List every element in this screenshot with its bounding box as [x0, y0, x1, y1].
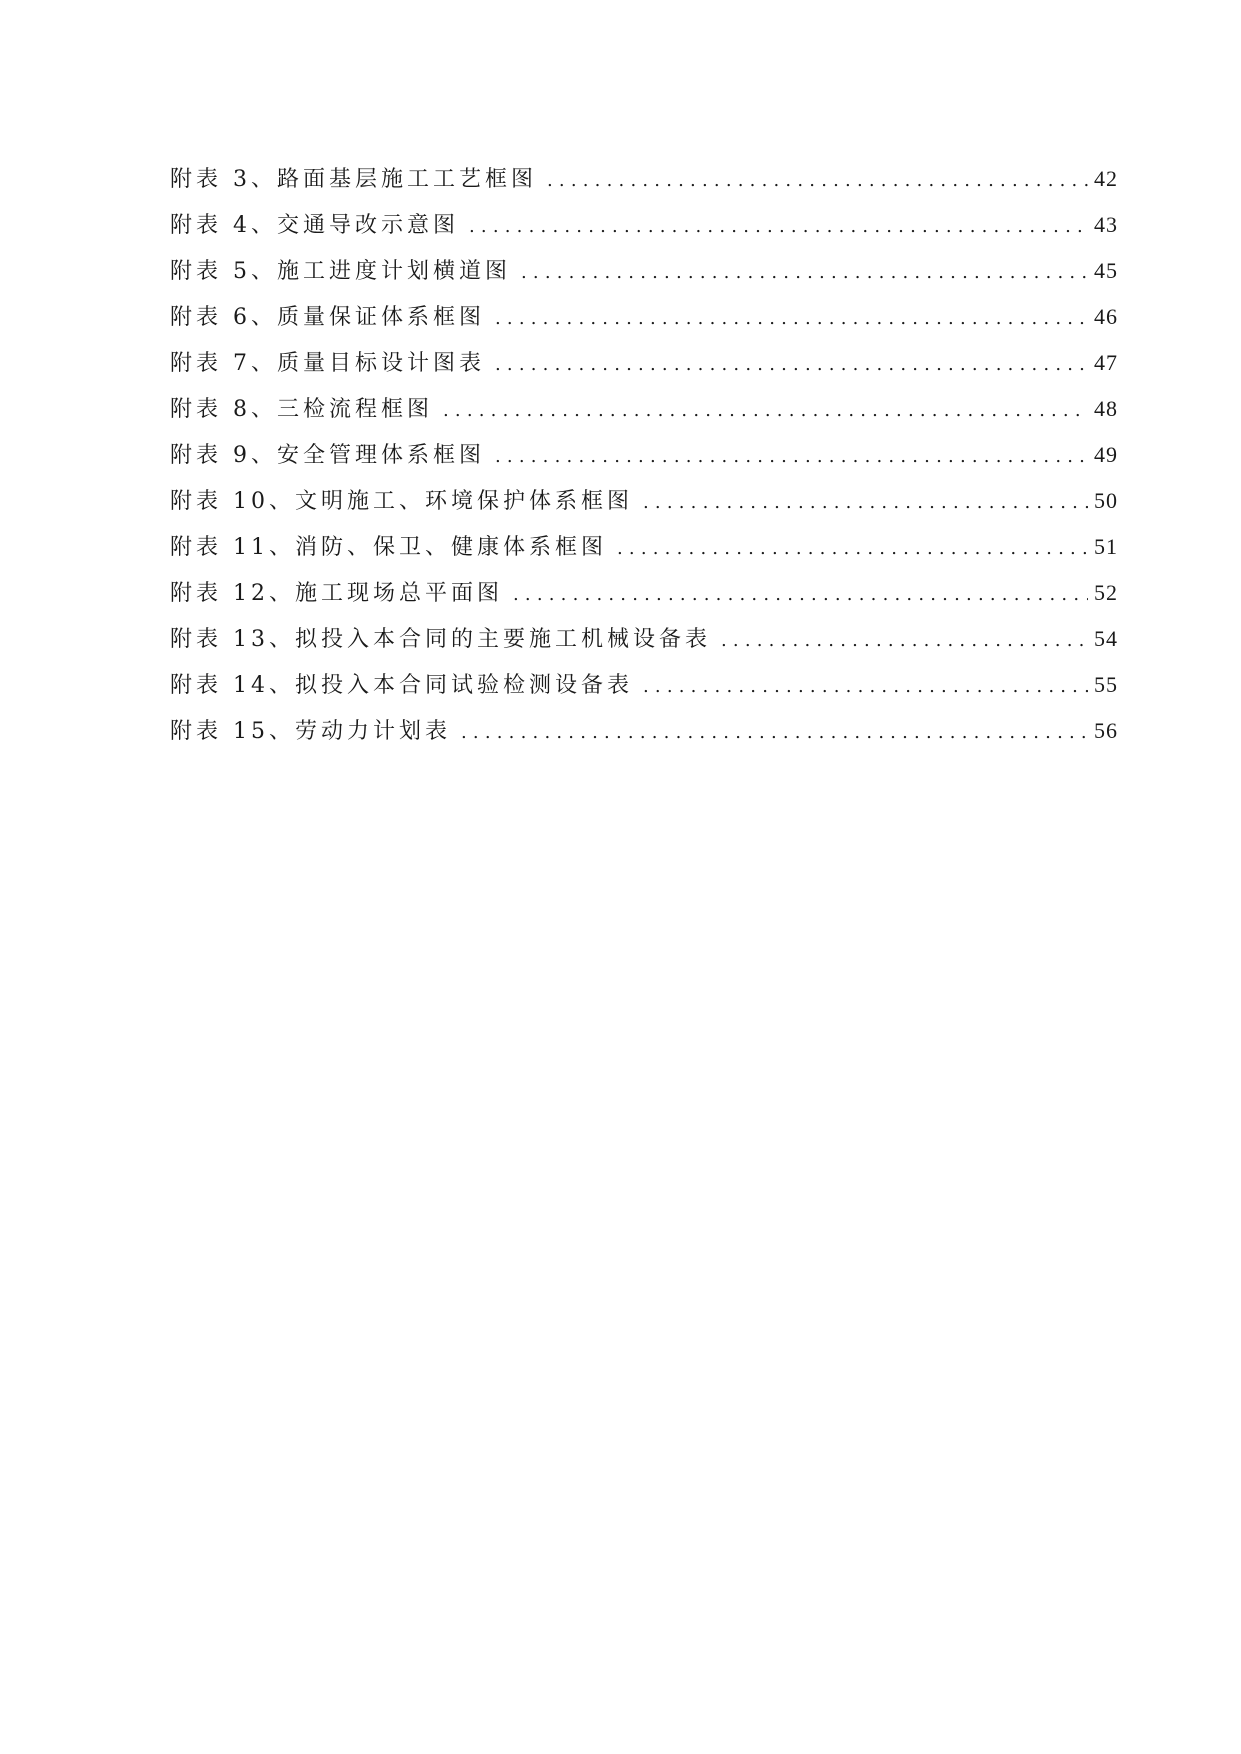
toc-page-number: 47 [1094, 350, 1118, 375]
toc-leader-dots [617, 526, 1088, 572]
toc-leader-dots [495, 434, 1088, 480]
toc-page-number: 48 [1094, 396, 1118, 421]
toc-entry-title: 附表 10、文明施工、环境保护体系框图 [170, 489, 633, 514]
toc-leader-dots [643, 664, 1088, 710]
toc-leader-dots [643, 480, 1088, 526]
toc-entry-title: 附表 8、三检流程框图 [170, 397, 433, 422]
toc-entry[interactable] [170, 662, 1118, 708]
toc-entry[interactable] [170, 202, 1118, 248]
toc-entry[interactable] [170, 524, 1118, 570]
toc-page-number: 54 [1094, 626, 1118, 651]
toc-entry[interactable] [170, 478, 1118, 524]
toc-entry[interactable] [170, 570, 1118, 616]
toc-entry[interactable] [170, 248, 1118, 294]
toc-leader-dots [495, 296, 1088, 342]
toc-entry[interactable] [170, 386, 1118, 432]
toc-entry[interactable] [170, 708, 1118, 754]
toc-entry-title: 附表 6、质量保证体系框图 [170, 305, 485, 330]
toc-entry[interactable] [170, 340, 1118, 386]
toc-entry-title: 附表 7、质量目标设计图表 [170, 351, 485, 376]
toc-page-number: 51 [1094, 534, 1118, 559]
toc-page-number: 55 [1094, 672, 1118, 697]
toc-entry-title: 附表 4、交通导改示意图 [170, 213, 459, 238]
toc-page-number: 49 [1094, 442, 1118, 467]
toc-leader-dots [443, 388, 1088, 434]
toc-entry[interactable] [170, 616, 1118, 662]
toc-entry-title: 附表 13、拟投入本合同的主要施工机械设备表 [170, 627, 711, 652]
toc-entry-title: 附表 9、安全管理体系框图 [170, 443, 485, 468]
toc-page-number: 50 [1094, 488, 1118, 513]
toc-leader-dots [521, 250, 1088, 296]
table-of-contents [170, 156, 1118, 754]
toc-page-number: 42 [1094, 166, 1118, 191]
toc-entry-title: 附表 3、路面基层施工工艺框图 [170, 167, 537, 192]
toc-entry-title: 附表 11、消防、保卫、健康体系框图 [170, 535, 607, 560]
toc-page-number: 46 [1094, 304, 1118, 329]
toc-entry-title: 附表 12、施工现场总平面图 [170, 581, 503, 606]
toc-entry[interactable] [170, 156, 1118, 202]
toc-page-number: 56 [1094, 718, 1118, 743]
toc-entry[interactable] [170, 294, 1118, 340]
toc-leader-dots [469, 204, 1088, 250]
toc-page-number: 45 [1094, 258, 1118, 283]
toc-leader-dots [547, 158, 1088, 204]
toc-leader-dots [513, 572, 1088, 618]
toc-page-number: 43 [1094, 212, 1118, 237]
toc-leader-dots [721, 618, 1088, 664]
toc-entry-title: 附表 5、施工进度计划横道图 [170, 259, 511, 284]
toc-entry-title: 附表 14、拟投入本合同试验检测设备表 [170, 673, 633, 698]
toc-leader-dots [495, 342, 1088, 388]
toc-entry-title: 附表 15、劳动力计划表 [170, 719, 451, 744]
toc-leader-dots [461, 710, 1088, 756]
toc-entry[interactable] [170, 432, 1118, 478]
toc-page-number: 52 [1094, 580, 1118, 605]
